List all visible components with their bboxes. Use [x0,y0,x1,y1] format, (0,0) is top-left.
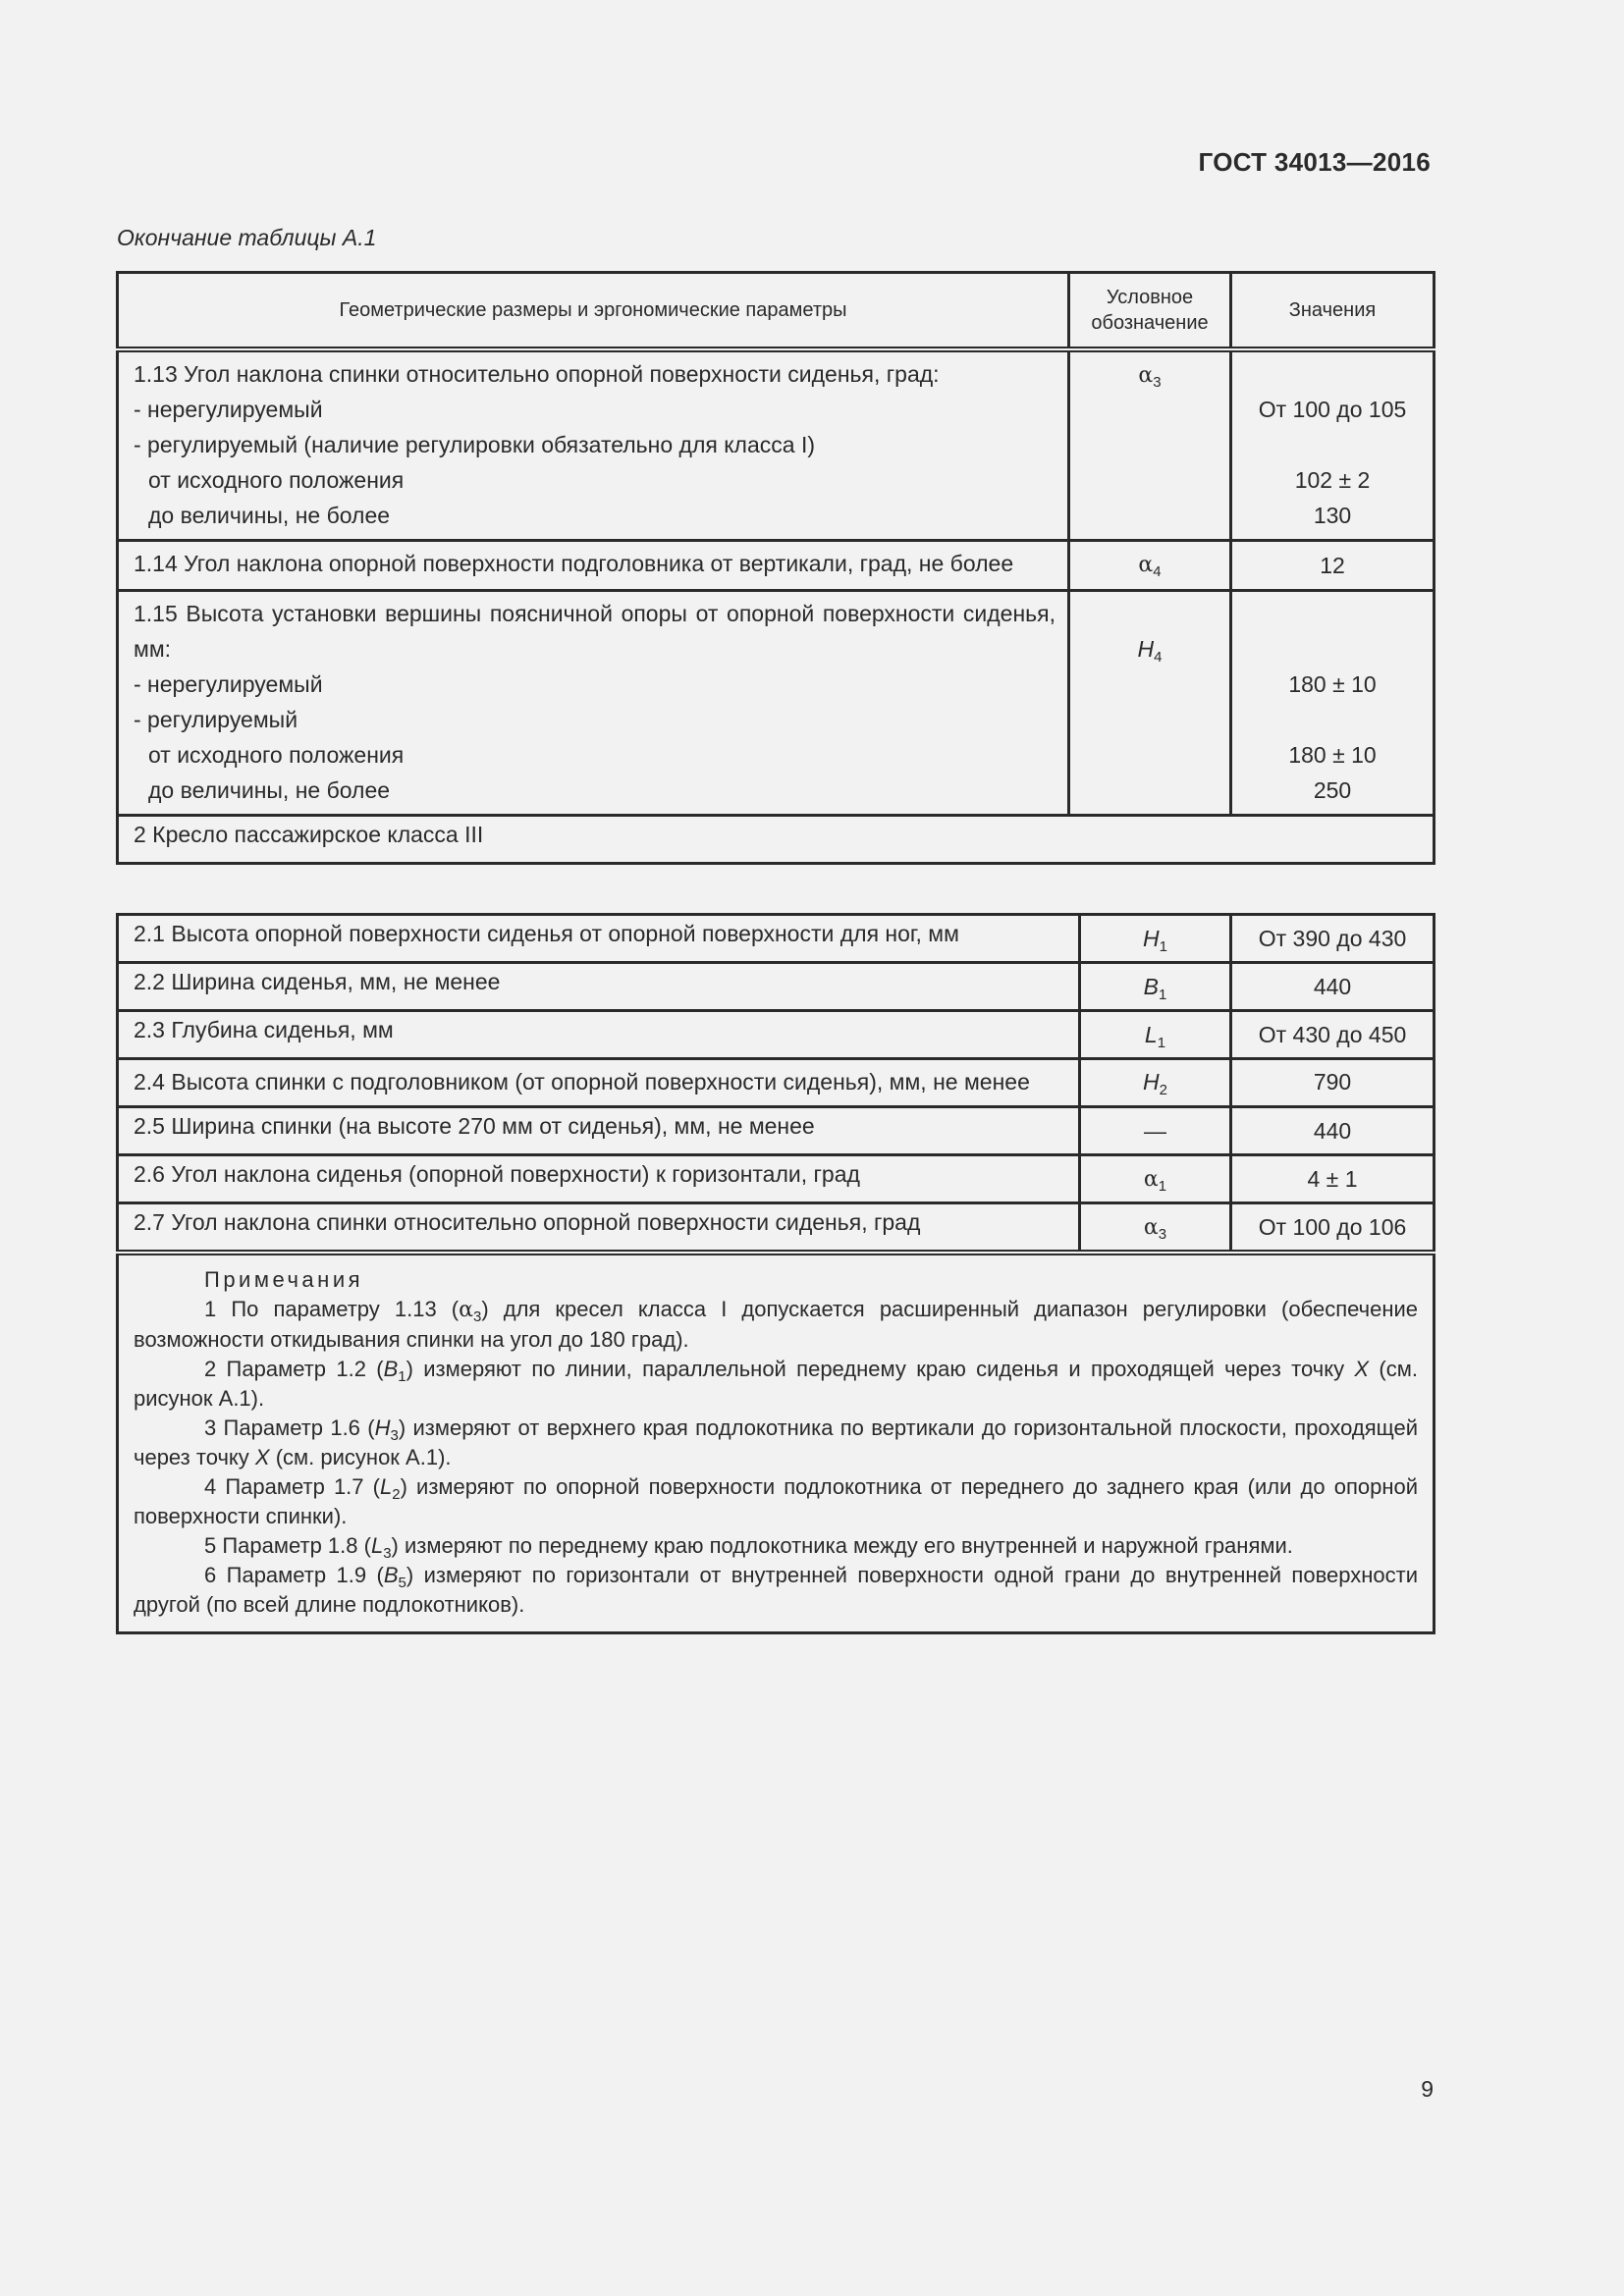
notes-row [118,1253,1435,1633]
column-header-parameters: Геометрические размеры и эргономические параметры [118,273,1069,350]
symbol-cell [1080,1011,1231,1059]
table-row [118,915,1435,963]
parameter-cell: 2.2 Ширина сиденья, мм, не менее [118,963,1080,1011]
symbol: α [1138,553,1154,577]
parameter-cell: 1.14 Угол наклона опорной поверхности подголовника от вертикали, град, не более [118,541,1069,591]
symbol: B [1143,974,1159,999]
parameter-text: от исходного положения [148,742,405,768]
symbol: H [1137,636,1155,662]
parameter-cell: 2.4 Высота спинки с подголовником (от опорной поверхности сиденья), мм, не менее [118,1059,1080,1107]
table-caption: Окончание таблицы А.1 [117,225,377,250]
note-5: 5 Параметр 1.8 $(L_3)$ измеряют по переднему краю подлокотника между его внутренней и наружной гранями. [204,1533,1293,1562]
symbol-cell [1080,963,1231,1011]
table-row [118,1107,1435,1155]
parameter-text: 1.15 Высота установки вершины поясничной опоры от опорной поверхности сиденья, мм: [134,601,1056,662]
symbol-cell [1080,915,1231,963]
value-cell: 4 ± 1 [1231,1155,1435,1203]
document-code: ГОСТ 34013—2016 [1198,147,1431,177]
notes-title: Примечания [204,1267,364,1292]
section-row [118,816,1435,864]
value-text: От 100 до 105 [1258,397,1407,422]
parameter-cell: 2.1 Высота опорной поверхности сиденья от опорной поверхности для ног, мм [118,915,1080,963]
symbol-subscript: 2 [1159,1082,1167,1098]
symbol-subscript: 1 [1157,1035,1166,1051]
value-cell [1231,591,1435,816]
value-cell: От 390 до 430 [1231,915,1435,963]
table-row [118,1059,1435,1107]
value-text: 180 ± 10 [1288,742,1377,768]
table-row [118,541,1435,591]
symbol-cell: — [1080,1107,1231,1155]
symbol-subscript: 4 [1153,563,1162,580]
symbol: L [1144,1022,1158,1047]
value-cell: 440 [1231,963,1435,1011]
parameter-cell [118,591,1069,816]
symbol-cell [1069,349,1231,541]
parameter-text: - нерегулируемый [134,397,323,422]
section-title: 2 Кресло пассажирское класса III [118,816,1435,864]
table-row [118,1203,1435,1254]
table-row [118,963,1435,1011]
table-row [118,349,1435,541]
value-cell: 790 [1231,1059,1435,1107]
symbol-cell [1080,1203,1231,1254]
parameter-text: 1.13 Угол наклона спинки относительно опорной поверхности сиденья, град: [134,361,940,387]
value-cell: 440 [1231,1107,1435,1155]
class-iii-table [116,913,1435,1634]
symbol: α [1138,363,1154,388]
symbol: α [1143,1215,1159,1240]
parameter-text: до величины, не более [148,503,391,528]
symbol-cell [1080,1155,1231,1203]
symbol-subscript: 1 [1159,938,1167,955]
value-text: 250 [1313,777,1352,803]
notes-cell [118,1253,1435,1633]
table-row [118,591,1435,816]
note-2: 2 Параметр 1.2 $(B_1)$ измеряют по линии, параллельной переднему краю сиденья и проходящей через точку X (см. рисунок А.1). [134,1357,1418,1411]
note-1: 1 По параметру 1.13 $(\alpha_3)$ для кресел класса I допускается расширенный диапазон регулировки (обеспечение возможности откидывания спинки на угол до 180 град). [134,1297,1418,1352]
parameter-text: - нерегулируемый [134,671,323,697]
symbol-cell [1080,1059,1231,1107]
symbol-cell [1069,541,1231,591]
table-row [118,1155,1435,1203]
table-row [118,1011,1435,1059]
parameter-cell: 2.6 Угол наклона сиденья (опорной поверхности) к горизонтали, град [118,1155,1080,1203]
parameter-text: до величины, не более [148,777,391,803]
parameter-text: - регулируемый (наличие регулировки обязательно для класса I) [134,432,815,457]
symbol: H [1143,926,1160,951]
column-header-symbol: Условное обозначение [1069,273,1231,350]
value-cell: От 430 до 450 [1231,1011,1435,1059]
parameter-cell: 2.7 Угол наклона спинки относительно опорной поверхности сиденья, град [118,1203,1080,1254]
value-cell: От 100 до 106 [1231,1203,1435,1254]
note-3: 3 Параметр 1.6 $(H_3)$ измеряют от верхнего края подлокотника по вертикали до горизонтальной плоскости, проходящей через точку X (см. рисунок А.1). [134,1415,1418,1469]
symbol: α [1143,1167,1159,1192]
column-header-values: Значения [1231,273,1435,350]
value-text: 130 [1313,503,1352,528]
symbol-subscript: 4 [1154,649,1163,666]
symbol-subscript: 1 [1158,1178,1167,1195]
parameter-cell: 2.5 Ширина спинки (на высоте 270 мм от сиденья), мм, не менее [118,1107,1080,1155]
page-number: 9 [1421,2076,1434,2102]
value-text: 102 ± 2 [1294,467,1371,493]
note-6: 6 Параметр 1.9 $(B_5)$ измеряют по горизонтали от внутренней поверхности одной грани до внутренней поверхности другой (по всей длине подлокотников). [134,1563,1418,1617]
parameters-table [116,271,1435,865]
symbol-subscript: 1 [1159,987,1167,1003]
symbol-subscript: 3 [1153,374,1162,391]
symbol-subscript: 3 [1158,1226,1167,1243]
symbol: H [1143,1069,1160,1095]
symbol-cell [1069,591,1231,816]
value-text: 180 ± 10 [1288,671,1377,697]
value-cell [1231,349,1435,541]
parameter-cell [118,349,1069,541]
value-cell: 12 [1231,541,1435,591]
parameter-text: - регулируемый [134,707,298,732]
parameter-cell: 2.3 Глубина сиденья, мм [118,1011,1080,1059]
note-4: 4 Параметр 1.7 $(L_2)$ измеряют по опорной поверхности подлокотника от переднего до заднего края (или до опорной поверхности спинки). [134,1474,1418,1528]
table-header-row [118,273,1435,350]
parameter-text: от исходного положения [148,467,405,493]
